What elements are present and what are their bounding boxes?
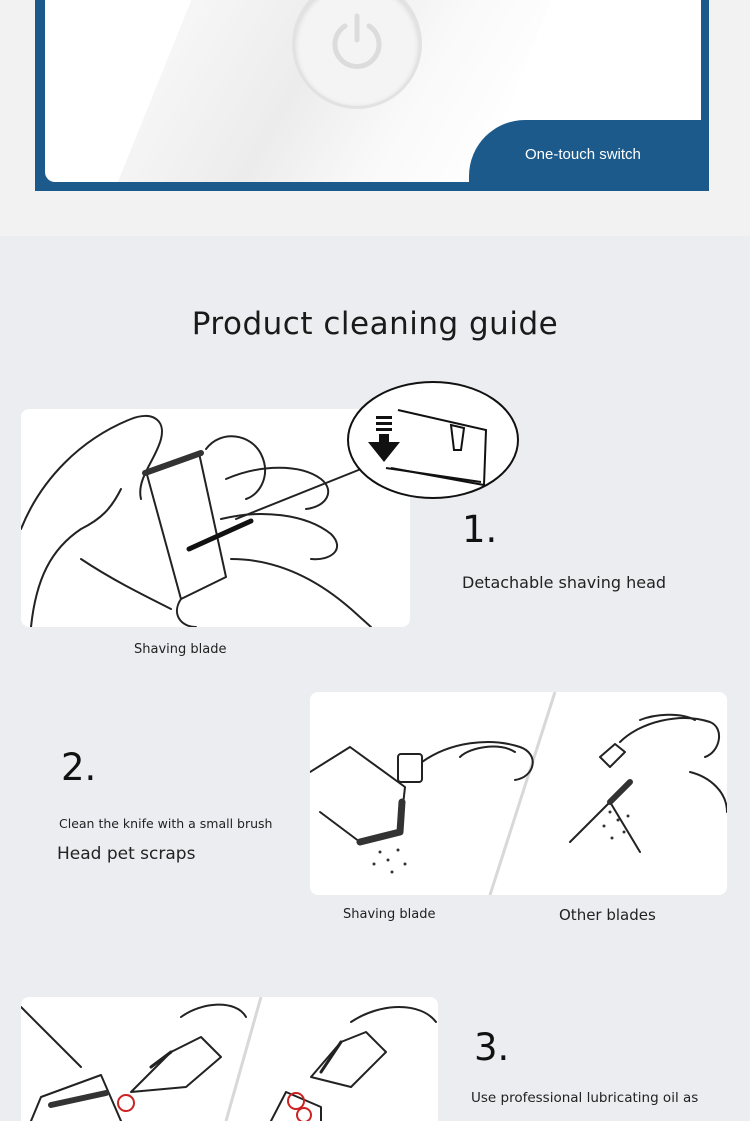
oil-lubrication-illustration [21, 997, 438, 1121]
step2-caption-other: Other blades [559, 906, 656, 924]
brush-cleaning-illustration [310, 692, 727, 895]
power-icon [327, 12, 387, 74]
step1-caption: Shaving blade [134, 642, 227, 657]
step2-caption-shaving: Shaving blade [343, 907, 436, 922]
page-title: Product cleaning guide [191, 306, 559, 342]
step1-title: Detachable shaving head [462, 573, 667, 592]
switch-label-tab [469, 120, 709, 191]
step2-title: Head pet scraps [57, 844, 196, 864]
step2-illustration [310, 692, 727, 895]
blade-detail-callout [346, 380, 521, 500]
switch-label: One-touch switch [525, 146, 641, 163]
step3-illustration [21, 997, 438, 1121]
step3-number: 3. [474, 1026, 510, 1069]
step2-number: 2. [61, 746, 97, 789]
step3-title: Use professional lubricating oil as [471, 1090, 699, 1106]
step1-number: 1. [462, 508, 498, 551]
step2-subtitle: Clean the knife with a small brush [59, 816, 273, 831]
switch-banner [35, 0, 709, 191]
